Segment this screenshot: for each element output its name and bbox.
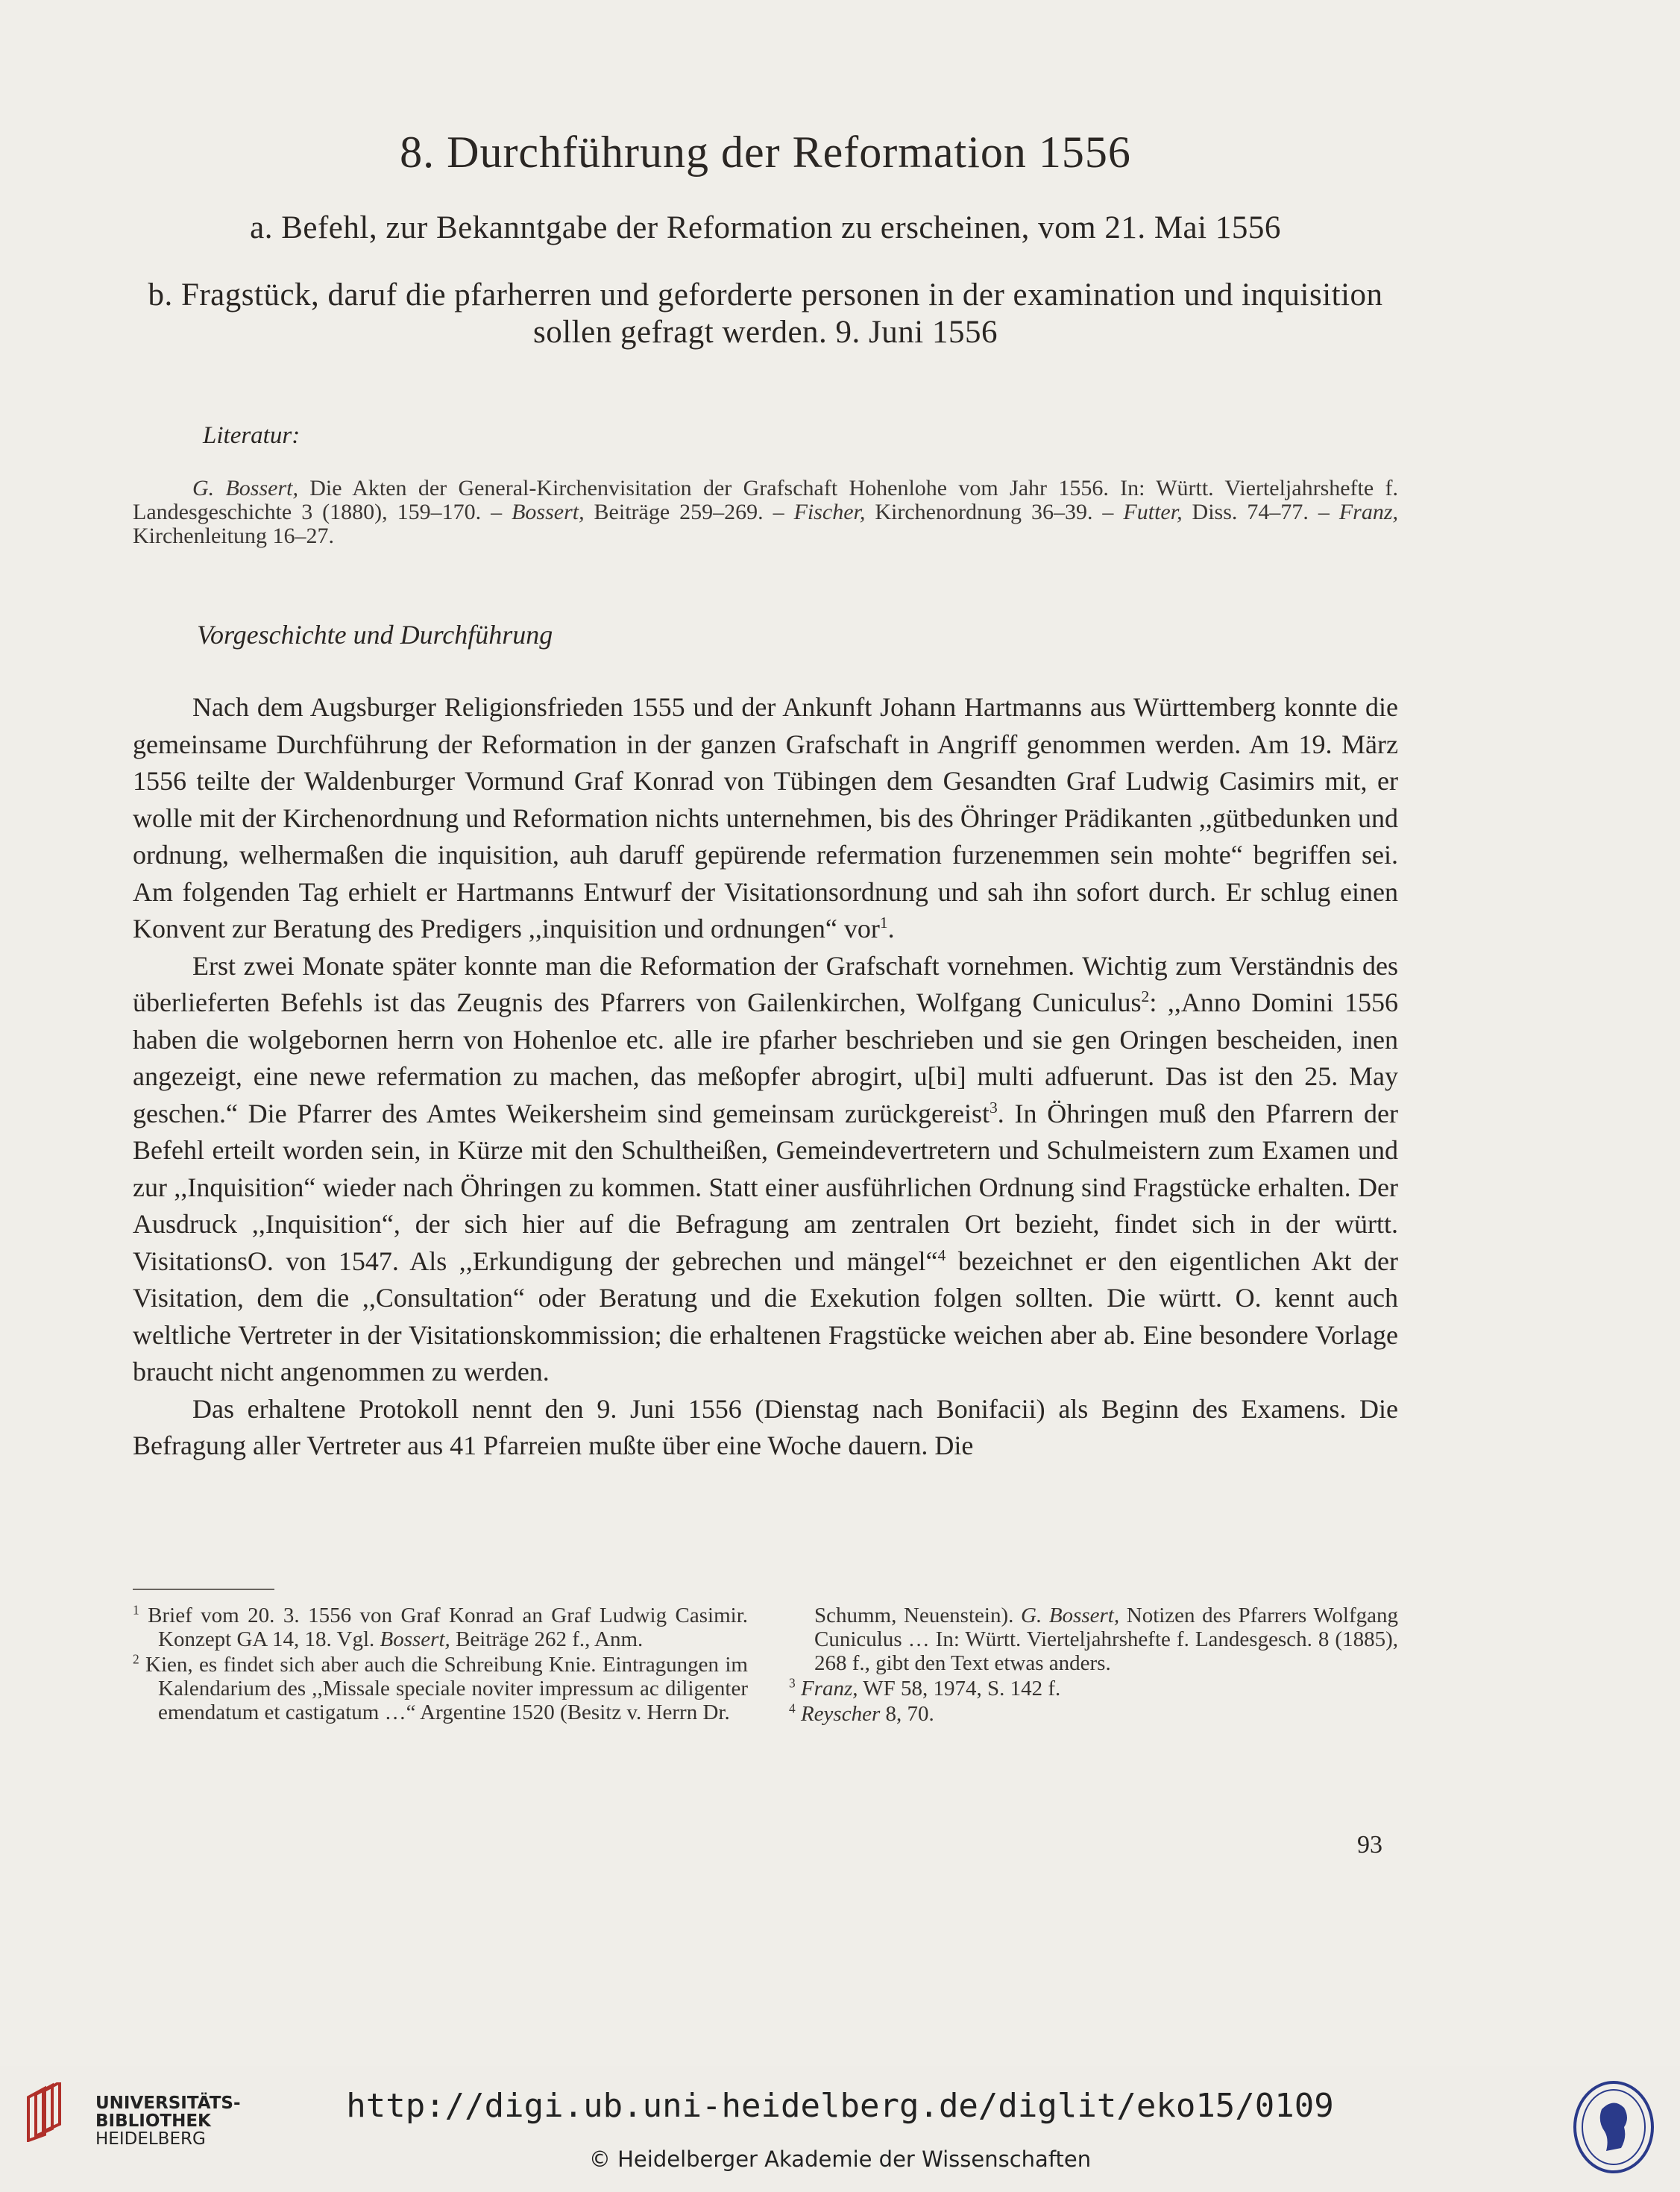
footnote-number: 2: [133, 1651, 139, 1667]
page-number: 93: [1357, 1831, 1382, 1859]
paragraph: [133, 689, 1398, 948]
paragraph-text: bezeichnet er den eigentlichen Akt der Visitation, dem die ,,Consultation“ oder Beratung und die Exekution folgen sollten. Die württ. O. kennt auch weltliche Vertreter in der Visitationskommission; die erhaltenen Fragstücke weichen aber ab. Eine besondere Vorlage braucht nicht angenommen zu werden.: [133, 1246, 1399, 1387]
paragraph-text: : ,,Anno Domini 1556 haben die wolgebornen herrn von Hohenloe etc. alle ire pfarher beschrieben und sie gen Oringen bescheiden, inen angezeigt, eine newe refermation zu machen, das meßopfer abrogirt, u[bi] multi adfuerunt. Das ist den 25. May geschen.“ Die Pfarrer des Amtes Weikersheim sind gemeinsam zurückgereist: [133, 987, 1398, 1128]
footnote-text: 8, 70.: [880, 1702, 934, 1726]
author: Bossert,: [380, 1627, 450, 1651]
footnote-ref[interactable]: 1: [879, 914, 888, 932]
paragraph-text: Nach dem Augsburger Religionsfrieden 1555 und der Ankunft Johann Hartmanns aus Württemberg konnte die gemeinsame Durchführung der Reformation in der ganzen Grafschaft in Angriff genommen werden. Am 19. März 1556 teilte der Waldenburger Vormund Graf Konrad von Tübingen dem Gesandten Graf Ludwig Casimirs mit, er wolle mit der Kirchenordnung und Reformation nichts unternehmen, bis des Öhringer Prädikanten ,,gütbedunken und ordnung, welhermaßen die inquisition, auh daruff gepürende refermation furzenemmen sein mohte“ begriffen sei. Am folgenden Tag erhielt er Hartmanns Entwurf der Visitationsordnung und sah ihn sofort durch. Er schlug einen Konvent zur Beratung des Predigers ,,inquisition und ordnungen“ vor: [133, 692, 1398, 943]
literature-text: Kirchenordnung 36–39. –: [865, 500, 1124, 524]
literature-text: Beiträge 259–269. –: [584, 500, 794, 524]
literature-text: Kirchenleitung 16–27.: [133, 524, 334, 548]
viewer-footer: [0, 2066, 1680, 2192]
footnotes-left-column: [133, 1604, 748, 1726]
paragraph: Das erhaltene Protokoll nennt den 9. Juni 1556 (Dienstag nach Bonifacii) als Beginn des Examens. Die Befragung aller Vertreter aus 41 Pfarreien mußte über eine Woche dauern. Die: [133, 1393, 1398, 1460]
author: Futter,: [1123, 500, 1183, 524]
footnote-number: 4: [789, 1700, 796, 1716]
footnote-text: Schumm, Neuenstein).: [814, 1604, 1022, 1627]
footnote-2-continued: [789, 1604, 1398, 1675]
literature-entry: [133, 477, 1398, 548]
paragraph-text: Erst zwei Monate später konnte man die Reformation der Grafschaft vornehmen. Wichtig zum Verständnis des überlieferten Befehls ist das Zeugnis des Pfarrers von Gailenkirchen, Wolfgang Cuniculus: [133, 950, 1398, 1017]
logo-line: BIBLIOTHEK: [95, 2111, 211, 2131]
footnote-ref[interactable]: 2: [1141, 987, 1150, 1005]
literature-text: Die Akten der General-Kirchenvisitation der Grafschaft Hohenlohe vom Jahr 1556. In: Württ. Vierteljahrshefte f. Landesgeschichte 3 (1880), 159–170. –: [133, 476, 1398, 524]
footnote-ref[interactable]: 4: [937, 1246, 946, 1264]
footnote-text: WF 58, 1974, S. 142 f.: [858, 1677, 1061, 1700]
logo-line: UNIVERSITÄTS-: [95, 2094, 241, 2113]
subtitle-a: a. Befehl, zur Bekanntgabe der Reformation zu erscheinen, vom 21. Mai 1556: [250, 210, 1281, 245]
footnote-text: Beiträge 262 f., Anm.: [450, 1627, 644, 1651]
author: Fischer,: [793, 500, 866, 524]
body-text: [133, 689, 1398, 1465]
section-heading: Vorgeschichte und Durchführung: [197, 620, 553, 650]
footnote-text: Brief vom 20. 3. 1556 von Graf Konrad an Graf Ludwig Casimir. Konzept GA 14, 18. Vgl.: [139, 1604, 748, 1651]
footnote-number: 1: [133, 1602, 139, 1618]
paragraph: [133, 948, 1398, 1391]
permalink-url[interactable]: http://digi.ub.uni-heidelberg.de/diglit/eko15/0109: [346, 2087, 1334, 2125]
footnote-number: 3: [789, 1675, 796, 1691]
footnote-text: Kien, es findet sich aber auch die Schreibung Knie. Eintragungen im Kalendarium des ,,Missale speciale noviter impressum ac diligenter emendatum et castigatum …“ Argentine 1520 (Besitz v. Herrn Dr.: [139, 1653, 748, 1724]
paragraph-text: .: [887, 914, 895, 943]
author: Bossert,: [512, 500, 585, 524]
page-content: [133, 127, 1398, 1465]
academy-seal-icon: [1572, 2079, 1655, 2175]
author: G. Bossert,: [192, 476, 298, 500]
footnote-ref[interactable]: 3: [989, 1098, 998, 1117]
author: G. Bossert,: [1021, 1604, 1120, 1627]
footnote-3: [789, 1677, 1398, 1700]
footnote-4: [789, 1702, 1398, 1726]
author: Reyscher: [800, 1702, 881, 1726]
footnote-text: Notizen des Pfarrers Wolfgang Cuniculus … In: Württ. Vierteljahrshefte f. Landesgesch. 8 (1885), 268 f., gibt den Text etwas anders.: [814, 1604, 1399, 1675]
subtitle-b: b. Fragstück, daruf die pfarherren und geforderte personen in der examination und inquisition sollen gefragt werden. 9. Juni 1556: [148, 277, 1383, 350]
author: Franz,: [1338, 500, 1398, 524]
footnotes-right-column: [789, 1604, 1398, 1727]
logo-line: HEIDELBERG: [95, 2129, 206, 2149]
footnote-2: [133, 1653, 748, 1724]
literature-text: Diss. 74–77. –: [1182, 500, 1339, 524]
literature-heading: Literatur:: [203, 422, 301, 449]
footnote-1: [133, 1604, 748, 1651]
footnote-rule: [133, 1589, 274, 1590]
copyright-notice: © Heidelberger Akademie der Wissenschaften: [588, 2147, 1092, 2172]
author: Franz,: [800, 1677, 858, 1700]
page-title: 8. Durchführung der Reformation 1556: [400, 128, 1131, 177]
paragraph-text: . In Öhringen muß den Pfarrern der Befehl erteilt worden sein, in Kürze mit den Schultheißen, Gemeindevertretern und Schulmeistern zum Examen und zur ,,Inquisition“ wieder nach Öhringen zu kommen. Statt einer ausführlichen Ordnung sind Fragstücke erhalten. Der Ausdruck ,,Inquisition“, der sich hier auf die Befragung am zentralen Ort bezieht, findet sich in der württ. VisitationsO. von 1547. Als ,,Erkundigung der gebrechen und mängel“: [133, 1098, 1398, 1276]
